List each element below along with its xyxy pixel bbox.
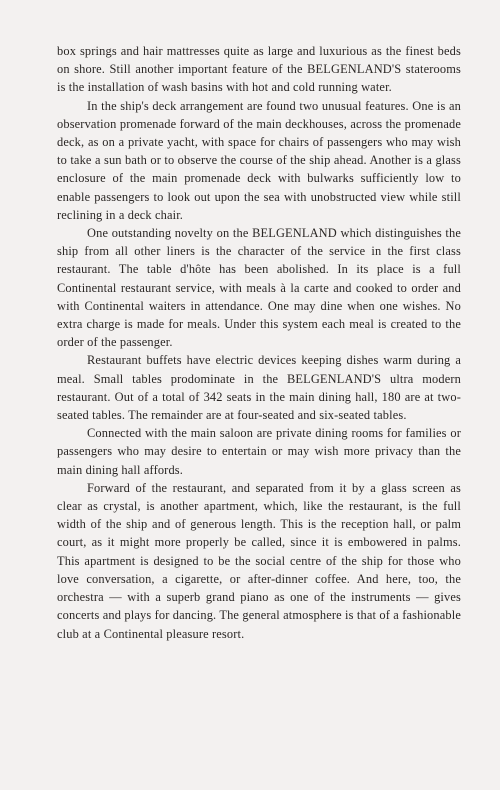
paragraph-reception-hall: Forward of the restaurant, and separated from it by a glass screen as clear as crystal, is another apartment, which, like the restaurant, is the full width of the ship and of generous length. This is the reception hall, or palm court, as it might more properly be called, since it is embowered in palms. This apartment is designed to be the social centre of the ship for those who love conversation, a cigarette, or after-dinner coffee. And here, too, the orchestra — with a superb grand piano as one of the instruments — gives concerts and plays for dancing. The general atmosphere is that of a fashionable club at a Continental pleasure resort. xyxy=(57,480,461,641)
paragraph-restaurant-service: One outstanding novelty on the BELGENLAND which distinguishes the ship from all other liners is the character of the service in the first class restaurant. The table d'hôte has been abolished. In its place is a full Continental restaurant service, with meals à la carte and cooked to order and with Continental waiters in attendance. One may dine when one wishes. No extra charge is made for meals. Under this system each meal is created to the order of the passenger. xyxy=(57,226,461,350)
paragraph-staterooms: box springs and hair mattresses quite as large and luxurious as the finest beds on shore. Still another important feature of the BELGENLAND'S staterooms is the installation of wash basins with hot and cold running water. xyxy=(57,44,461,95)
body-text xyxy=(57,42,461,643)
paragraph-private-dining: Connected with the main saloon are private dining rooms for families or passengers who may desire to entertain or may wish more privacy than the main dining hall affords. xyxy=(57,426,461,477)
paragraph-restaurant-buffets: Restaurant buffets have electric devices keeping dishes warm during a meal. Small tables prodominate in the BELGENLAND'S ultra modern restaurant. Out of a total of 342 seats in the main dining hall, 180 are at two-seated tables. The remainder are at four-seated and six-seated tables. xyxy=(57,353,461,423)
paragraph-deck-arrangement: In the ship's deck arrangement are found two unusual features. One is an observation promenade forward of the main deckhouses, across the promenade deck, as on a private yacht, with space for chairs of passengers who may wish to take a sun bath or to observe the course of the ship ahead. Another is a glass enclosure of the main promenade deck with bulwarks sufficiently low to enable passengers to look out upon the sea with unobstructed view while still reclining in a deck chair. xyxy=(57,98,461,222)
